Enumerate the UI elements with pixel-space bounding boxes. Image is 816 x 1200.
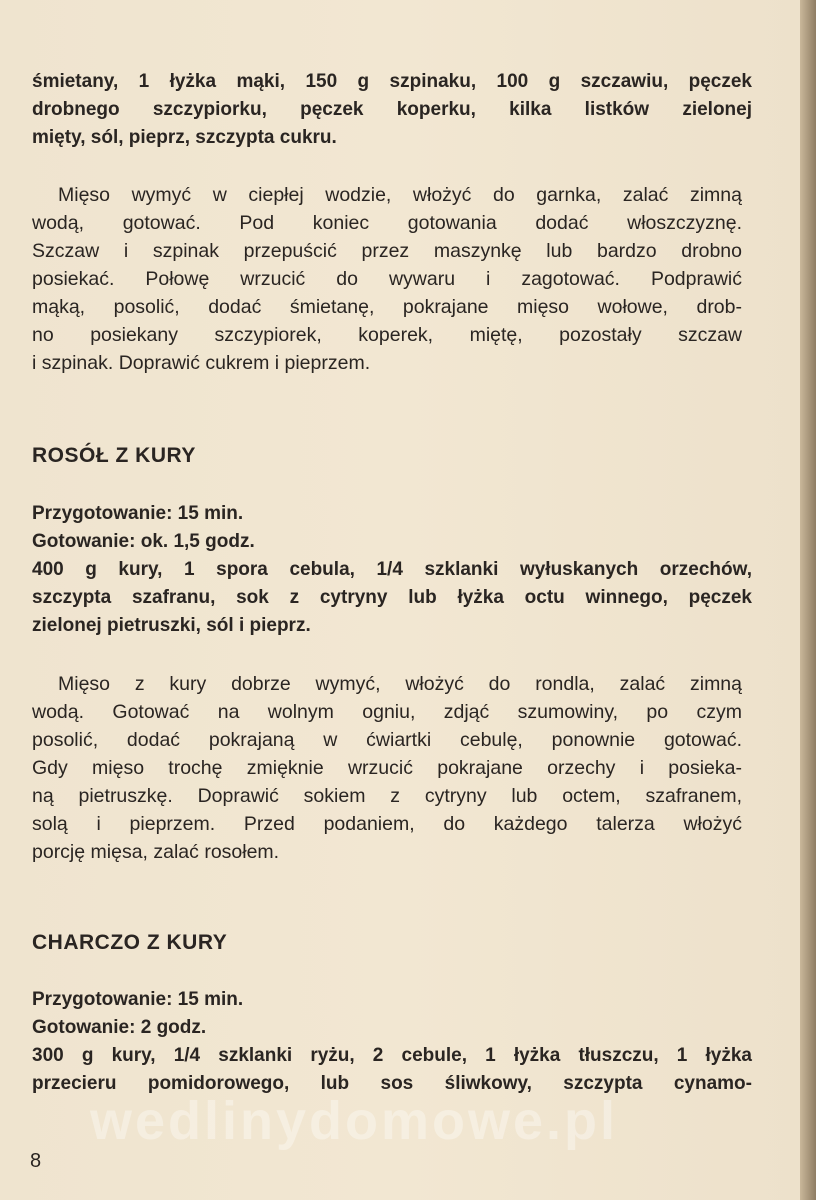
text-line: porcję mięsa, zalać rosołem. — [32, 841, 280, 863]
text-line: posolić, dodać pokrajaną w ćwiartki cebulę, ponownie gotować. — [32, 729, 742, 751]
prep-time: Przygotowanie: 15 min. — [32, 989, 244, 1010]
text-line: 400 g kury, 1 spora cebula, 1/4 szklanki wyłuskanych orzechów, — [32, 559, 752, 580]
text-line: Mięso z kury dobrze wymyć, włożyć do rondla, zalać zimną — [58, 673, 742, 695]
watermark: wedlinydomowe.pl — [90, 1091, 619, 1151]
prep-time: Przygotowanie: 15 min. — [32, 503, 244, 524]
recipe-title: CHARCZO Z KURY — [32, 931, 228, 954]
text-line: posiekać. Połowę wrzucić do wywaru i zagotować. Podprawić — [32, 268, 742, 290]
text-line: przecieru pomidorowego, lub sos śliwkowy, szczypta cynamo- — [32, 1073, 752, 1094]
text-line: wodą. Gotować na wolnym ogniu, zdjąć szumowiny, po czym — [32, 701, 742, 723]
text-line: zielonej pietruszki, sól i pieprz. — [32, 615, 311, 636]
text-line: Mięso wymyć w ciepłej wodzie, włożyć do garnka, zalać zimną — [58, 184, 742, 206]
text-line: 300 g kury, 1/4 szklanki ryżu, 2 cebule, 1 łyżka tłuszczu, 1 łyżka — [32, 1045, 752, 1066]
text-line: no posiekany szczypiorek, koperek, miętę, pozostały szczaw — [32, 324, 742, 346]
recipe-method — [32, 670, 742, 866]
recipe-title: ROSÓŁ Z KURY — [32, 444, 196, 467]
intro-ingredients — [32, 68, 752, 152]
cook-time: Gotowanie: ok. 1,5 godz. — [32, 531, 255, 552]
text-line: Gdy mięso trochę zmięknie wrzucić pokrajane orzechy i posieka- — [32, 757, 742, 779]
text-line: śmietany, 1 łyżka mąki, 150 g szpinaku, 100 g szczawiu, pęczek — [32, 71, 752, 92]
cook-time: Gotowanie: 2 godz. — [32, 1017, 207, 1038]
recipe-ingredients — [32, 556, 752, 640]
text-line: Szczaw i szpinak przepuścić przez maszynkę lub bardzo drobno — [32, 240, 742, 262]
text-line: solą i pieprzem. Przed podaniem, do każdego talerza włożyć — [32, 813, 742, 835]
text-line: ną pietruszkę. Doprawić sokiem z cytryny lub octem, szafranem, — [32, 785, 742, 807]
text-line: mięty, sól, pieprz, szczypta cukru. — [32, 127, 337, 148]
intro-method — [32, 181, 742, 377]
recipe-info — [32, 500, 752, 556]
text-line: wodą, gotować. Pod koniec gotowania dodać włoszczyznę. — [32, 212, 742, 234]
text-line: drobnego szczypiorku, pęczek koperku, kilka listków zielonej — [32, 99, 752, 120]
text-line: szczypta szafranu, sok z cytryny lub łyżka octu winnego, pęczek — [32, 587, 752, 608]
recipe-info — [32, 986, 752, 1042]
page-number: 8 — [30, 1150, 42, 1172]
page-edge — [800, 0, 816, 1200]
text-line: i szpinak. Doprawić cukrem i pieprzem. — [32, 352, 371, 374]
text-line: mąką, posolić, dodać śmietanę, pokrajane mięso wołowe, drob- — [32, 296, 742, 318]
